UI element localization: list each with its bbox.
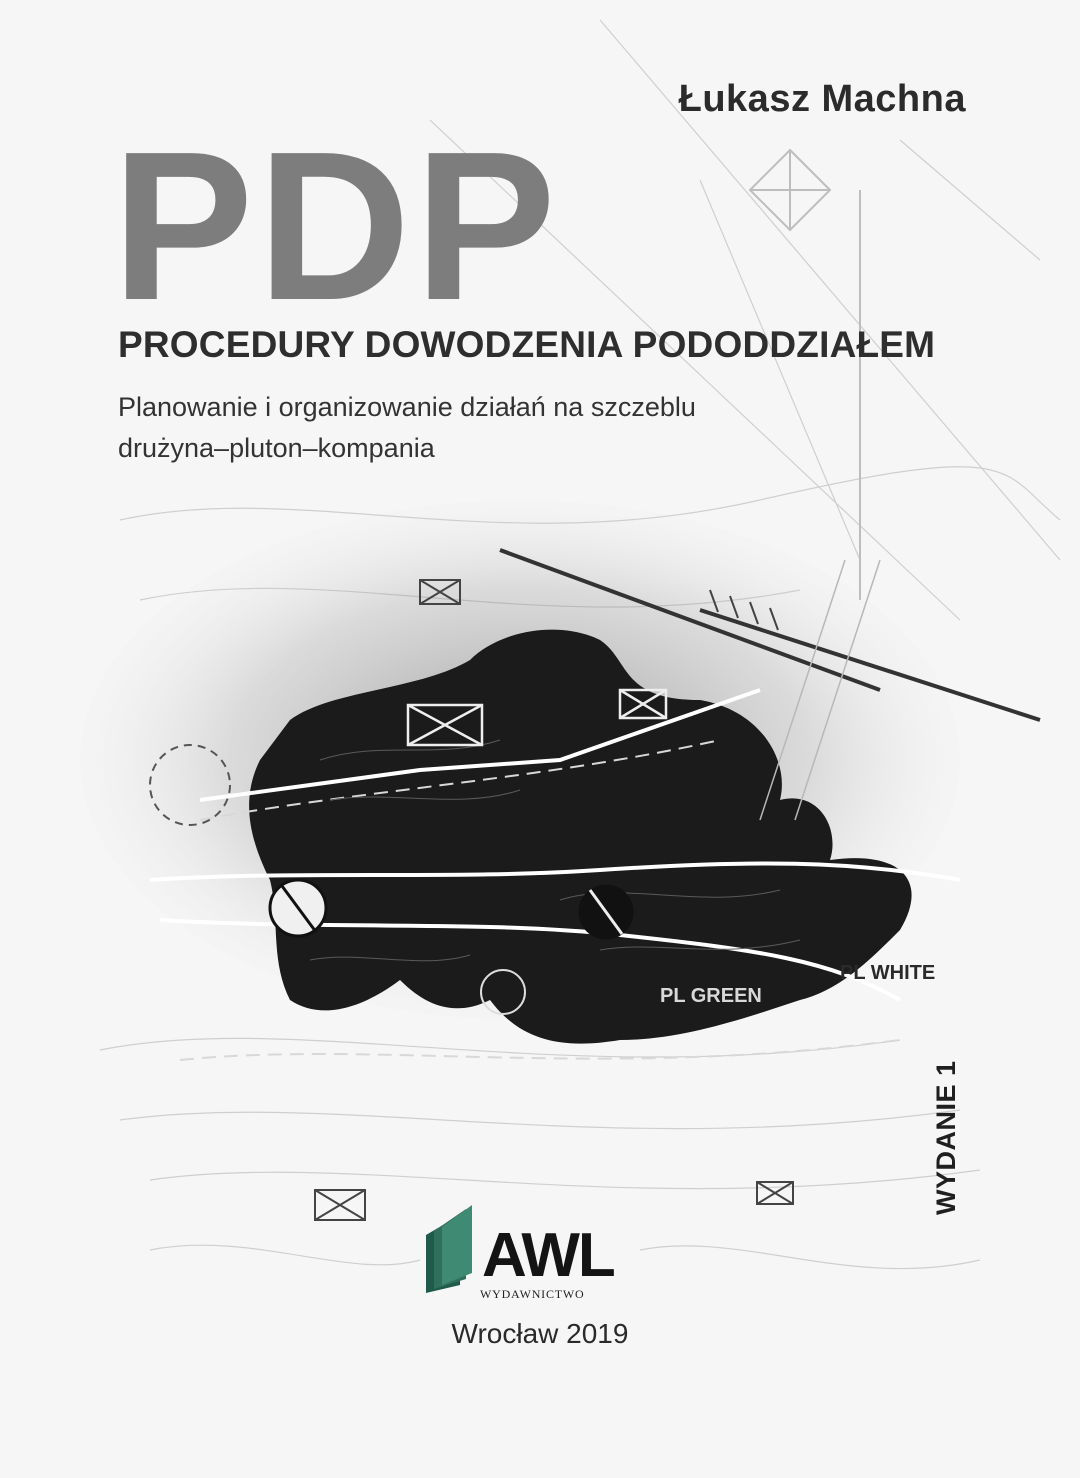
open-book-icon bbox=[420, 1205, 484, 1295]
place-and-year: Wrocław 2019 bbox=[451, 1318, 629, 1349]
edition-label: WYDANIE 1 bbox=[931, 1060, 961, 1215]
book-subtitle-line1: Planowanie i organizowanie działań na szczeblu bbox=[118, 392, 696, 422]
book-subtitle-line2: drużyna–pluton–kompania bbox=[118, 433, 435, 463]
author-name: Łukasz Machna bbox=[678, 78, 966, 120]
book-title: PROCEDURY DOWODZENIA PODODDZIAŁEM bbox=[118, 324, 936, 365]
map-label-pl-white: PL WHITE bbox=[840, 962, 936, 984]
book-acronym: PDP bbox=[112, 107, 560, 344]
publisher-logo bbox=[420, 1205, 620, 1305]
publisher-logo-text: AWL bbox=[482, 1221, 614, 1290]
publisher-logo-subtext: WYDAWNICTWO bbox=[480, 1287, 585, 1301]
map-label-pl-green: PL GREEN bbox=[660, 985, 762, 1007]
